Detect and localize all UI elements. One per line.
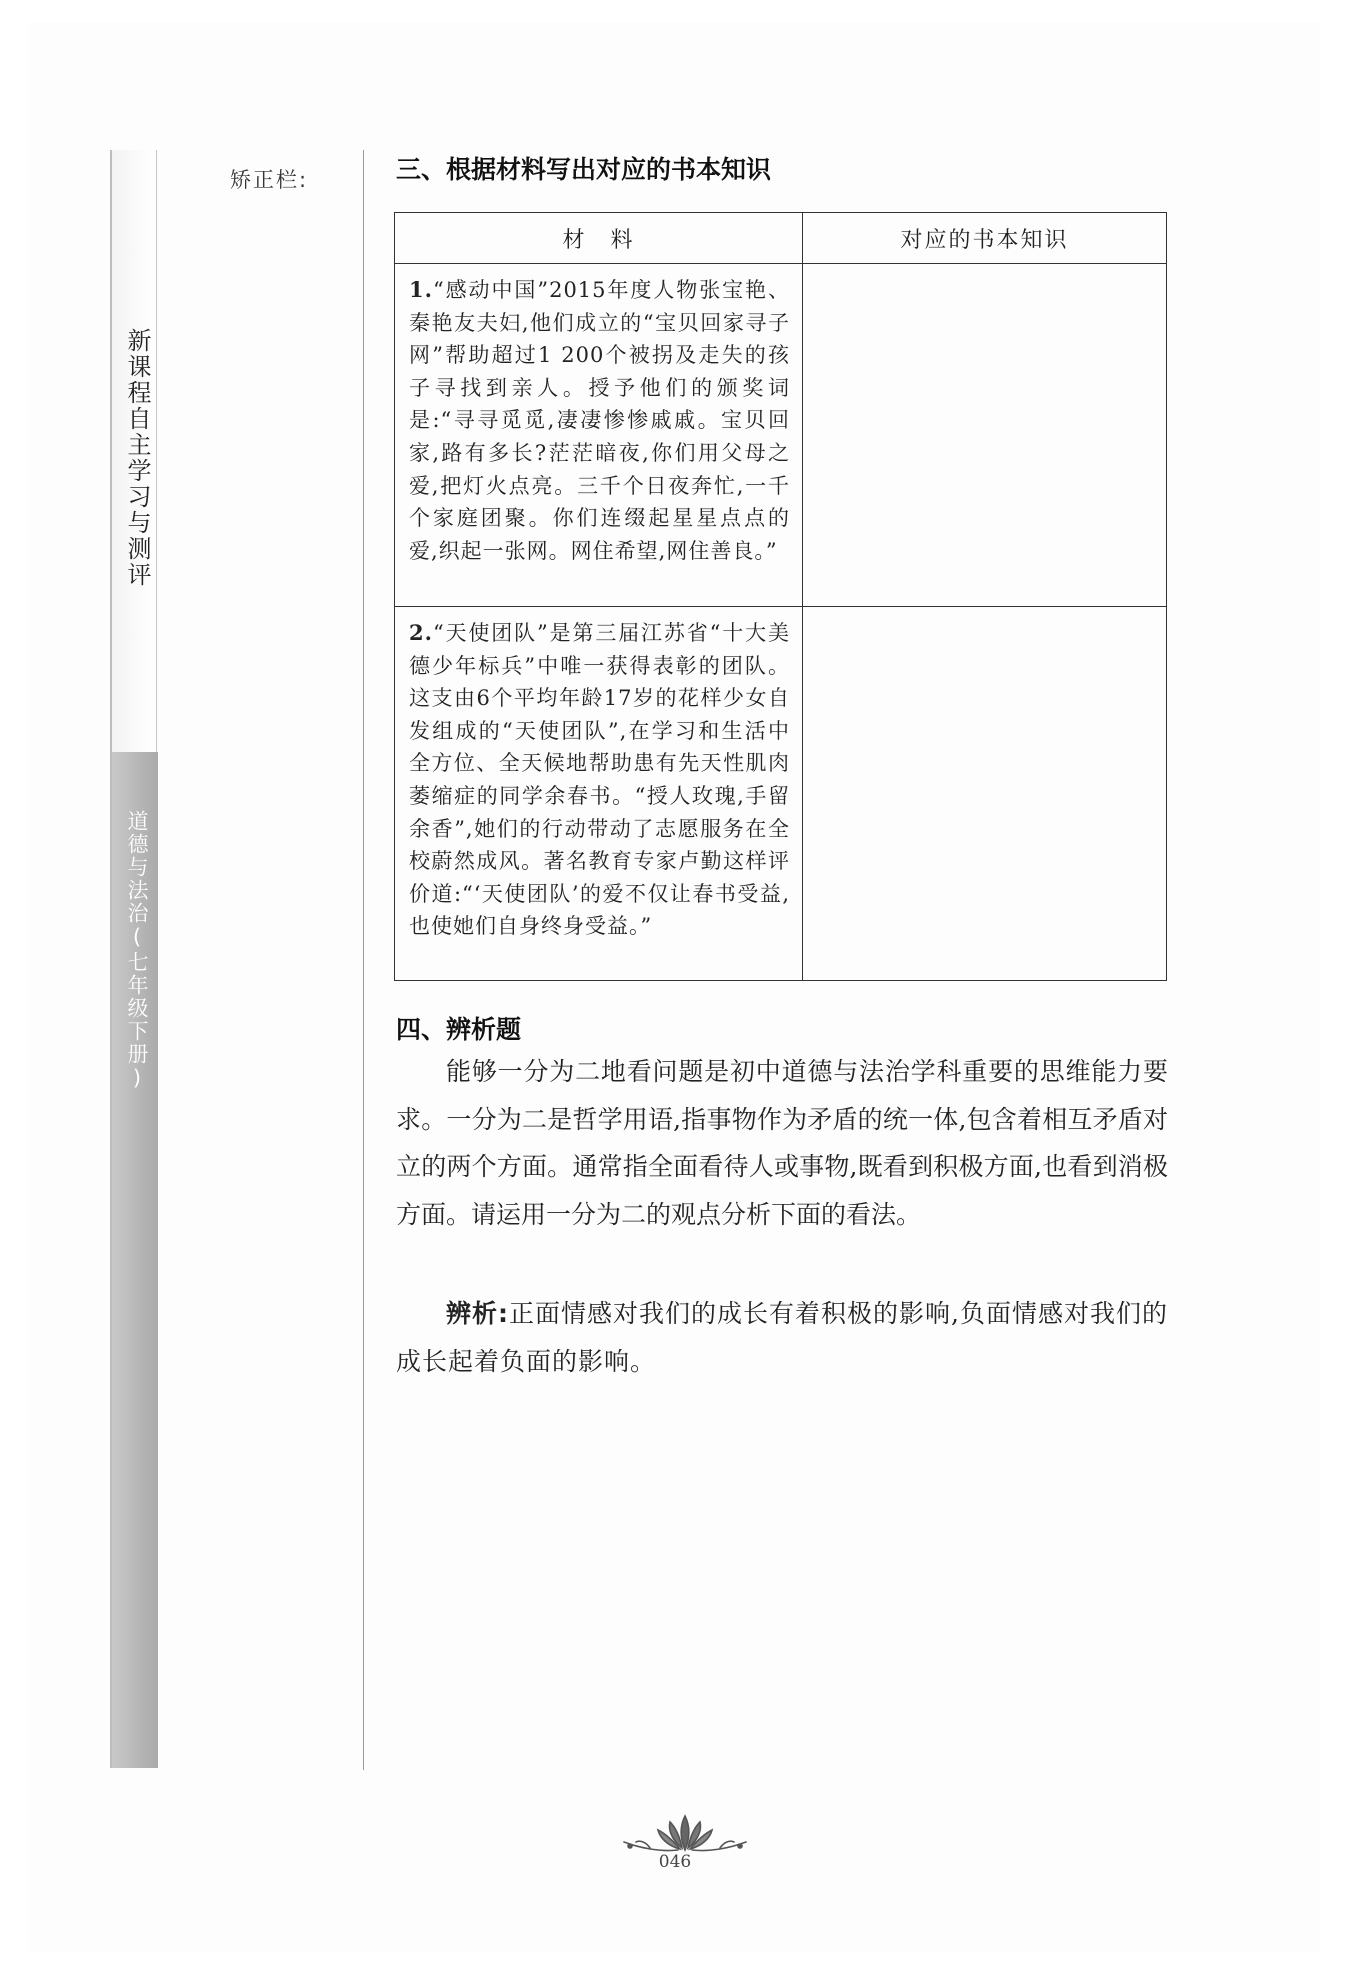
page-number: 046 [658, 1852, 692, 1872]
table-header-knowledge: 对应的书本知识 [803, 213, 1167, 264]
floral-ornament-icon [610, 1812, 760, 1854]
section-3-heading: 三、根据材料写出对应的书本知识 [396, 155, 772, 184]
material-text: “天使团队”是第三届江苏省“十大美德少年标兵”中唯一获得表彰的团队。这支由6个平均年龄17岁的花样少女自发组成的“天使团队”,在学习和生活中全方位、全天候地帮助患有先天性肌肉萎缩症的同学余春书。“授人玫瑰,手留余香”,她们的行动带动了志愿服务在全校蔚然成风。著名教育专家卢勤这样评价道:“‘天使团队’的爱不仅让春书受益,也使她们自身终身受益。” [409, 621, 790, 939]
table-row [395, 607, 1167, 981]
table-header-row [395, 213, 1167, 264]
material-number: 1. [409, 277, 433, 302]
side-tab-series [112, 150, 157, 752]
correction-label: 矫正栏: [230, 168, 309, 192]
statement-lead: 辨析: [446, 1299, 510, 1328]
material-cell [395, 264, 803, 607]
correction-divider [363, 150, 364, 1770]
series-title: 新课程自主学习与测评 [123, 328, 151, 588]
table-row [395, 264, 1167, 607]
answer-cell[interactable] [803, 607, 1167, 981]
knowledge-table [394, 212, 1167, 981]
subject-title: 道德与法治(七年级下册) [125, 810, 149, 1092]
material-number: 2. [409, 620, 433, 645]
material-cell [395, 607, 803, 981]
section-4-heading: 四、辨析题 [396, 1015, 522, 1044]
table-header-material: 材 料 [395, 213, 803, 264]
side-tab [110, 150, 158, 1768]
material-text: “感动中国”2015年度人物张宝艳、秦艳友夫妇,他们成立的“宝贝回家寻子网”帮助超过1 200个被拐及走失的孩子寻找到亲人。授予他们的颁奖词是:“寻寻觅觅,凄凄惨惨戚戚。宝贝回家,路有多长?茫茫暗夜,你们用父母之爱,把灯火点亮。三千个日夜奔忙,一千个家庭团聚。你们连缀起星星点点的爱,织起一张网。网住希望,网住善良。” [409, 278, 790, 563]
statement-text: 正面情感对我们的成长有着积极的影响,负面情感对我们的成长起着负面的影响。 [396, 1299, 1169, 1376]
analysis-intro-paragraph: 能够一分为二地看问题是初中道德与法治学科重要的思维能力要求。一分为二是哲学用语,指事物作为矛盾的统一体,包含着相互矛盾对立的两个方面。通常指全面看待人或事物,既看到积极方面,也看到消极方面。请运用一分为二的观点分析下面的看法。 [396, 1057, 1168, 1229]
answer-cell[interactable] [803, 264, 1167, 607]
analysis-statement [396, 1290, 1168, 1385]
side-tab-subject [112, 752, 158, 1768]
